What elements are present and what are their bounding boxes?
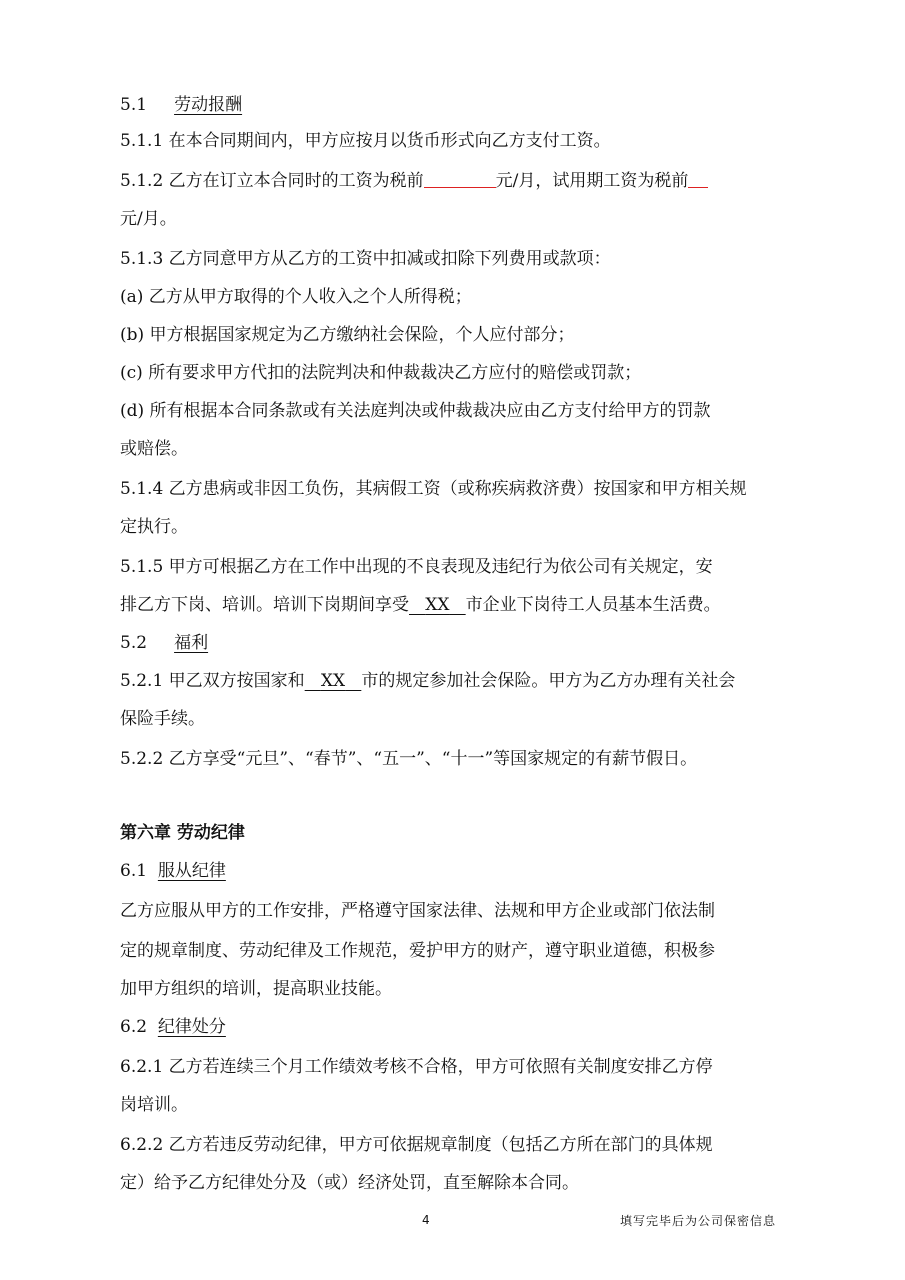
item-d-cont: 或赔偿。: [120, 439, 188, 459]
clause-6-2-1: 6.2.1 乙方若连续三个月工作绩效考核不合格，甲方可依照有关制度安排乙方停: [120, 1057, 713, 1077]
clause-5-1-4: 5.1.4 乙方患病或非因工负伤，其病假工资（或称疾病救济费）按国家和甲方相关规: [120, 479, 747, 499]
clause-5-2-2: 5.2.2 乙方享受“元旦”、“春节”、“五一”、“十一”等国家规定的有薪节假日。: [120, 749, 698, 769]
item-c: (c) 所有要求甲方代扣的法院判决和仲裁裁决乙方应付的赔偿或罚款；: [120, 363, 642, 383]
city-field[interactable]: XX: [320, 671, 346, 691]
chapter-6-heading: 第六章 劳动纪律: [120, 823, 245, 843]
clause-5-1-1: 5.1.1 在本合同期间内，甲方应按月以货币形式向乙方支付工资。: [120, 131, 611, 151]
section-5-2-heading: 5.2 福利: [120, 633, 209, 653]
section-6-2-heading: 6.2 纪律处分: [120, 1017, 226, 1037]
probation-salary-blank[interactable]: [688, 171, 708, 188]
clause-5-1-2: 5.1.2 乙方在订立本合同时的工资为税前 元/月，试用期工资为税前: [120, 170, 708, 192]
paragraph-6-1-line2: 定的规章制度、劳动纪律及工作规范，爱护甲方的财产，遵守职业道德，积极参: [120, 941, 715, 961]
item-b: (b) 甲方根据国家规定为乙方缴纳社会保险，个人应付部分；: [120, 325, 575, 345]
section-6-1-heading: 6.1 服从纪律: [120, 861, 226, 881]
item-d: (d) 所有根据本合同条款或有关法庭判决或仲裁裁决应由乙方支付给甲方的罚款: [120, 401, 711, 421]
clause-5-2-1: 5.2.1 甲乙双方按国家和 XX 市的规定参加社会保险。甲方为乙方办理有关社会: [120, 671, 736, 691]
clause-5-1-5: 5.1.5 甲方可根据乙方在工作中出现的不良表现及违纪行为依公司有关规定，安: [120, 557, 713, 577]
section-title: 劳动报酬: [174, 95, 243, 115]
clause-5-1-4-cont: 定执行。: [120, 517, 188, 537]
clause-5-1-2-cont: 元/月。: [120, 209, 177, 229]
city-field[interactable]: XX: [425, 595, 450, 615]
clause-6-2-2: 6.2.2 乙方若违反劳动纪律，甲方可依据规章制度（包括乙方所在部门的具体规: [120, 1135, 713, 1155]
section-title: 服从纪律: [157, 861, 226, 881]
clause-5-1-5-cont: 排乙方下岗、培训。培训下岗期间享受 XX 市企业下岗待工人员基本生活费。: [120, 595, 721, 615]
paragraph-6-1-line3: 加甲方组织的培训，提高职业技能。: [120, 979, 392, 999]
clause-6-2-1-cont: 岗培训。: [120, 1095, 188, 1115]
section-title: 纪律处分: [157, 1017, 226, 1037]
section-title: 福利: [174, 633, 209, 653]
footer-confidential-note: 填写完毕后为公司保密信息: [620, 1214, 777, 1228]
paragraph-6-1-line1: 乙方应服从甲方的工作安排，严格遵守国家法律、法规和甲方企业或部门依法制: [120, 901, 715, 921]
clause-6-2-2-cont: 定）给予乙方纪律处分及（或）经济处罚，直至解除本合同。: [120, 1173, 579, 1193]
salary-blank[interactable]: [424, 171, 496, 188]
clause-5-1-3: 5.1.3 乙方同意甲方从乙方的工资中扣减或扣除下列费用或款项：: [120, 249, 611, 269]
clause-5-2-1-cont: 保险手续。: [120, 709, 205, 729]
item-a: (a) 乙方从甲方取得的个人收入之个人所得税；: [120, 287, 472, 307]
page-number: 4: [422, 1213, 430, 1227]
section-5-1-heading: 5.1 劳动报酬: [120, 95, 243, 115]
